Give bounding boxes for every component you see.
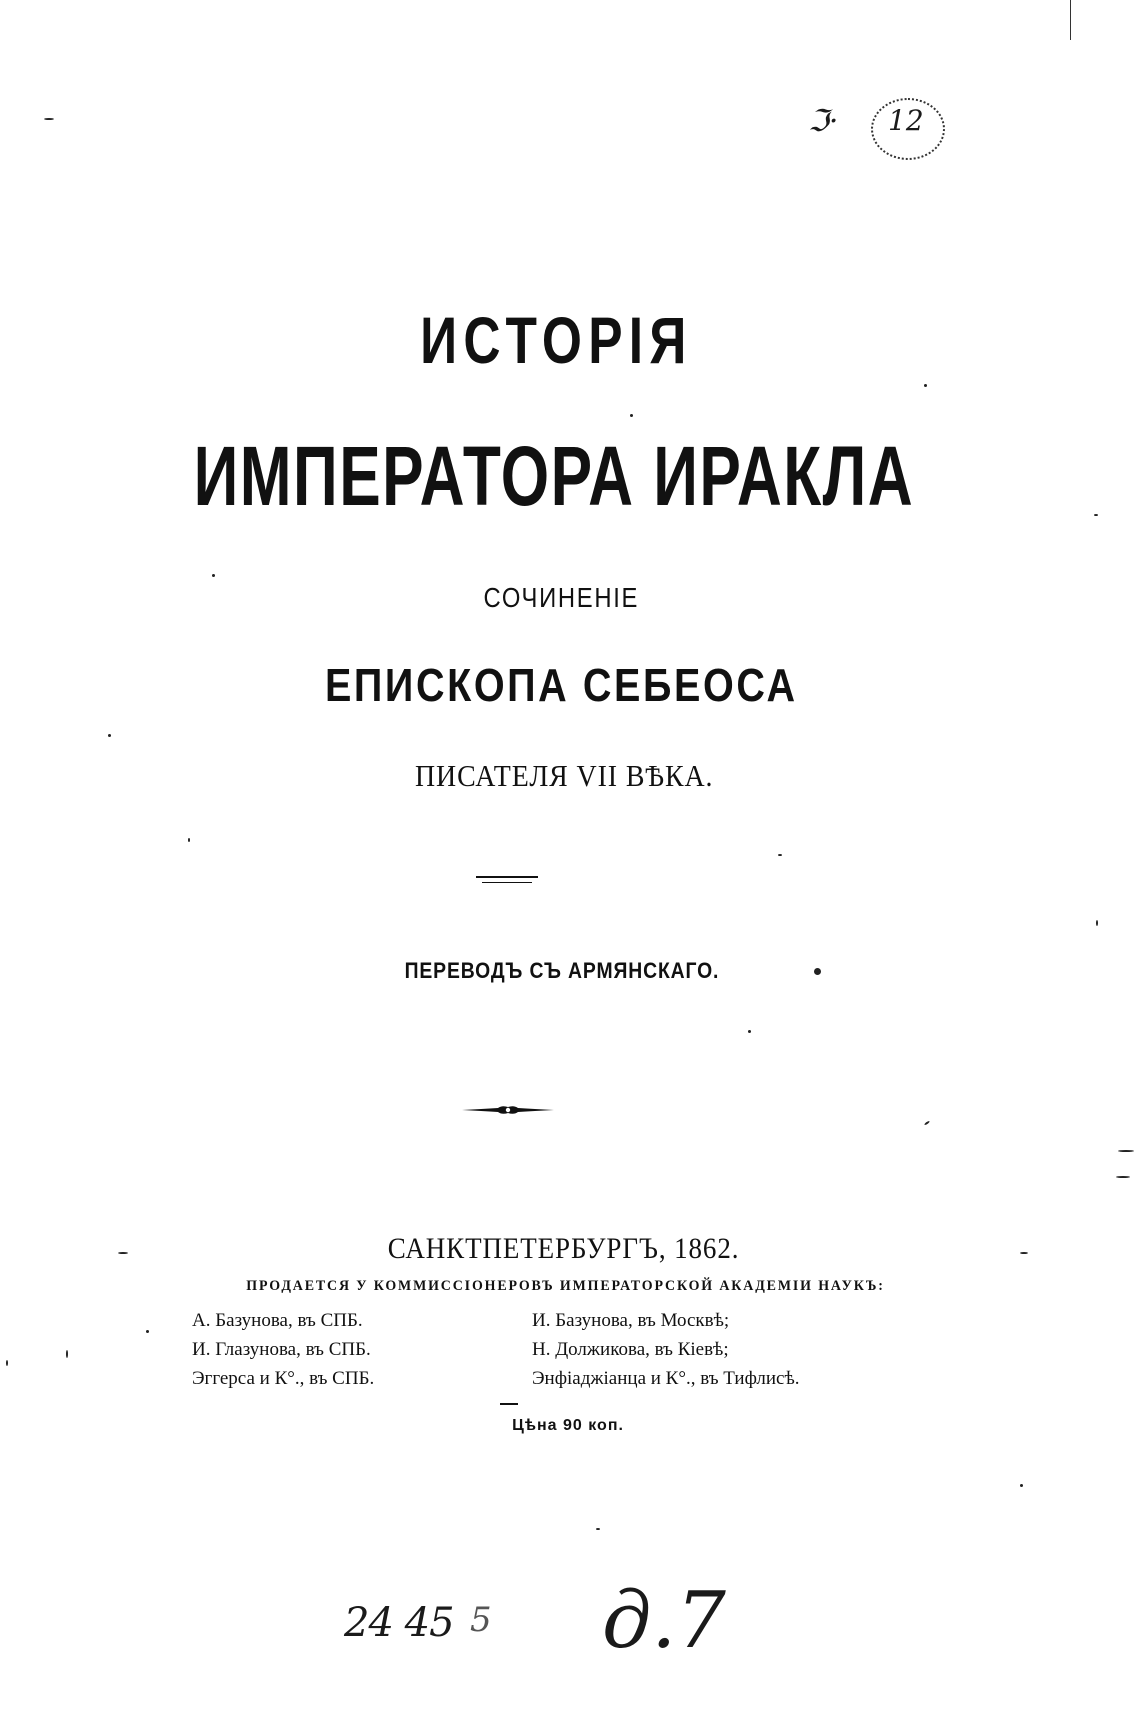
author-description: ПИСАТЕЛЯ VII ВѢКА. bbox=[414, 758, 714, 793]
title-line-2: ИМПЕРАТОРА ИРАКЛА bbox=[193, 429, 915, 523]
scan-speck bbox=[596, 1528, 600, 1530]
handwritten-mark-top: ℑ· bbox=[808, 104, 839, 139]
ornament-divider bbox=[462, 1103, 554, 1117]
seller-entry: И. Глазунова, въ СПБ. bbox=[192, 1339, 371, 1360]
handwritten-circled-number: 12 bbox=[888, 104, 924, 137]
scan-speck bbox=[6, 1360, 8, 1366]
seller-entry: И. Базунова, въ Москвѣ; bbox=[532, 1310, 730, 1331]
seller-entry: Н. Должикова, въ Кіевѣ; bbox=[532, 1339, 729, 1360]
scan-speck bbox=[1094, 514, 1098, 516]
subtitle: СОЧИНЕНІЕ bbox=[483, 582, 640, 613]
divider-rule bbox=[476, 876, 538, 878]
seller-entry: А. Базунова, въ СПБ. bbox=[192, 1310, 363, 1331]
scan-speck bbox=[1096, 920, 1098, 926]
scan-speck bbox=[1118, 1150, 1134, 1152]
translation-note: ПЕРЕВОДЪ СЪ АРМЯНСКАГО. bbox=[404, 958, 720, 983]
scan-speck bbox=[1020, 1252, 1028, 1254]
scan-speck bbox=[146, 1330, 149, 1333]
scan-speck bbox=[108, 734, 111, 737]
scan-speck bbox=[212, 574, 215, 577]
seller-entry: Энфіаджіанца и К°., въ Тифлисѣ. bbox=[532, 1368, 800, 1389]
sellers-left-column bbox=[192, 1306, 374, 1393]
scan-speck bbox=[778, 854, 782, 856]
handwritten-faded-mark: 5 bbox=[470, 1600, 492, 1640]
scan-speck bbox=[44, 118, 54, 120]
seller-entry: Эггерса и К°., въ СПБ. bbox=[192, 1368, 375, 1389]
scan-speck bbox=[118, 1252, 128, 1254]
price: Цѣна 90 коп. bbox=[512, 1417, 624, 1434]
divider-rule-thin bbox=[482, 882, 532, 883]
sold-by-line: ПРОДАЕТСЯ У КОММИССІОНЕРОВЪ ИМПЕРАТОРСКОЙ АКАДЕМІИ НАУКЪ: bbox=[246, 1278, 885, 1294]
scan-speck bbox=[924, 384, 927, 387]
scan-speck bbox=[814, 968, 821, 975]
title-line-1: ИСТОРІЯ bbox=[420, 303, 693, 377]
scan-speck bbox=[924, 1120, 930, 1125]
scan-speck bbox=[630, 414, 633, 417]
imprint-city-year: САНКТПЕТЕРБУРГЪ, 1862. bbox=[387, 1232, 740, 1265]
author-name: ЕПИСКОПА СЕБЕОСА bbox=[324, 659, 798, 711]
scan-speck bbox=[1116, 1176, 1130, 1178]
scan-speck bbox=[748, 1030, 751, 1033]
scan-speck bbox=[1020, 1484, 1023, 1487]
sellers-right-column bbox=[532, 1306, 800, 1393]
price-rule bbox=[500, 1403, 518, 1405]
handwritten-inventory-number: 24 45 bbox=[344, 1600, 454, 1646]
handwritten-shelf-mark: д.7 bbox=[602, 1576, 726, 1666]
scan-speck bbox=[188, 838, 190, 842]
scan-speck bbox=[66, 1350, 68, 1358]
scan-edge-artefact bbox=[1070, 0, 1071, 40]
